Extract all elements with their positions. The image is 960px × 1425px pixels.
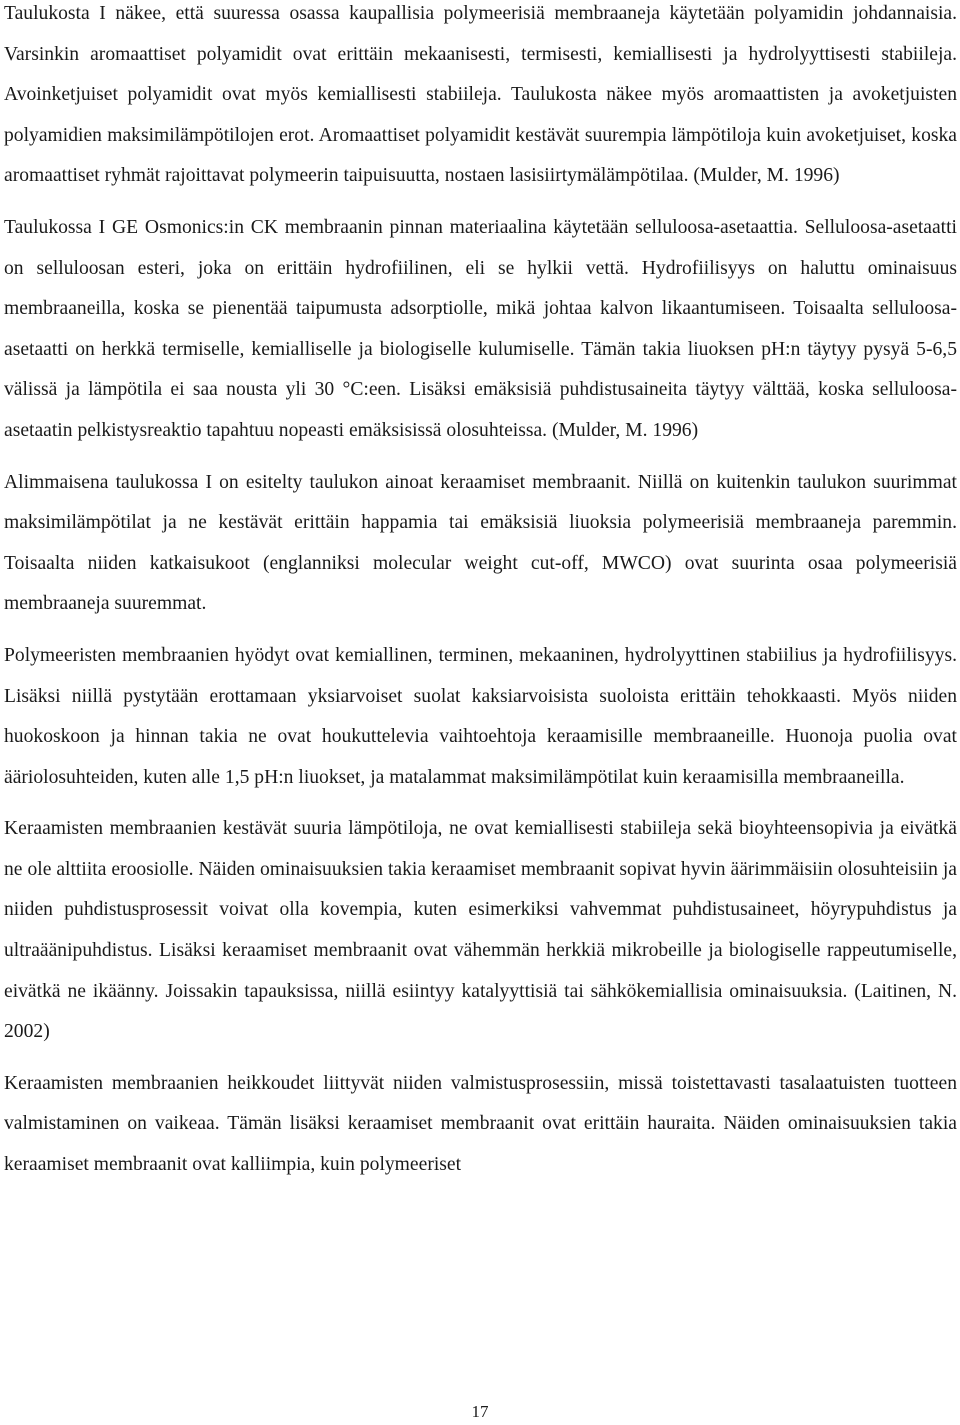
paragraph-ceramic-intro: Alimmaisena taulukossa I on esitelty taulukon ainoat keraamiset membraanit. Niillä on kuitenkin taulukon suurimmat maksimilämpötilat ja ne kestävät erittäin happamia tai emäksisiä liuoksia polymeerisiä membraaneja paremmin. Toisaalta niiden katkaisukoot (englanniksi molecular weight cut-off, MWCO) ovat suurinta osaa polymeerisiä membraaneja suuremmat. — [4, 471, 957, 615]
paragraph-ceramic-weaknesses: Keraamisten membraanien heikkoudet liittyvät niiden valmistusprosessiin, missä toistettavasti tasalaatuisten tuotteen valmistaminen on vaikeaa. Tämän lisäksi keraamiset membraanit ovat erittäin hauraita. Näiden ominaisuuksien takia keraamiset membraanit ovat kalliimpia, kuin polymeeriset — [4, 1072, 957, 1176]
paragraph-polymeric-benefits: Polymeeristen membraanien hyödyt ovat kemiallinen, terminen, mekaaninen, hydrolyyttinen stabiilius ja hydrofiilisyys. Lisäksi niillä pystytään erottamaan yksiarvoiset suolat kaksiarvoisista suoloista erittäin tehokkaasti. Myös niiden huokoskoon ja hinnan takia ne ovat houkuttelevia vaihtoehtoja keraamisille membraaneille. Huonoja puolia ovat ääriolosuhteiden, kuten alle 1,5 pH:n liuokset, ja matalammat maksimilämpötilat kuin keraamisilla membraaneilla. — [4, 644, 957, 788]
paragraph-ceramic-benefits: Keraamisten membraanien kestävät suuria lämpötiloja, ne ovat kemiallisesti stabiileja sekä bioyhteensopivia ja eivätkä ne ole alttiita eroosiolle. Näiden ominaisuuksien takia keraamiset membraanit sopivat hyvin äärimmäisiin olosuhteisiin ja niiden puhdistusprosessit voivat olla kovempia, kuten esimerkiksi vahvemmat puhdistusaineet, höyrypuhdistus ja ultraäänipuhdistus. Lisäksi keraamiset membraanit ovat vähemmän herkkiä mikrobeille ja biologiselle rappeutumiselle, eivätkä ne ikäänny. Joissakin tapauksissa, niillä esiintyy katalyyttisiä tai sähkökemiallisia ominaisuuksia. (Laitinen, N. 2002) — [4, 818, 957, 1043]
paragraph-cellulose-acetate: Taulukossa I GE Osmonics:in CK membraanin pinnan materiaalina käytetään selluloosa-asetaattia. Selluloosa-asetaatti on selluloosan esteri, joka on erittäin hydrofiilinen, eli se hylkii vettä. Hydrofiilisyys on haluttu ominaisuus membraaneilla, koska se pienentää taipumusta adsorptiolle, mikä johtaa kalvon likaantumiseen. Toisaalta selluloosa-asetaatti on herkkä termiselle, kemialliselle ja biologiselle kulumiselle. Tämän takia liuoksen pH:n täytyy pysyä 5-6,5 välissä ja lämpötila ei saa nousta yli 30 °C:een. Lisäksi emäksisiä puhdistusaineita täytyy välttää, koska selluloosa-asetaatin pelkistysreaktio tapahtuu nopeasti emäksisissä olosuhteissa. (Mulder, M. 1996) — [4, 216, 957, 441]
paragraph-polyamides: Taulukosta I näkee, että suuressa osassa kaupallisia polymeerisiä membraaneja käytetään polyamidin johdannaisia. Varsinkin aromaattiset polyamidit ovat erittäin mekaanisesti, termisesti, kemiallisesti ja hydrolyyttisesti stabiileja. Avoinketjuiset polyamidit ovat myös kemiallisesti stabiileja. Taulukosta näkee myös aromaattisten ja avoketjuisten polyamidien maksimilämpötilojen erot. Aromaattiset polyamidit kestävät suurempia lämpötiloja kuin avoketjuiset, koska aromaattiset ryhmät rajoittavat polymeerin taipuisuutta, nostaen lasisiirtymälämpötilaa. (Mulder, M. 1996) — [4, 3, 957, 187]
document-page — [4, 0, 957, 1197]
page-number: 17 — [471, 1402, 489, 1421]
